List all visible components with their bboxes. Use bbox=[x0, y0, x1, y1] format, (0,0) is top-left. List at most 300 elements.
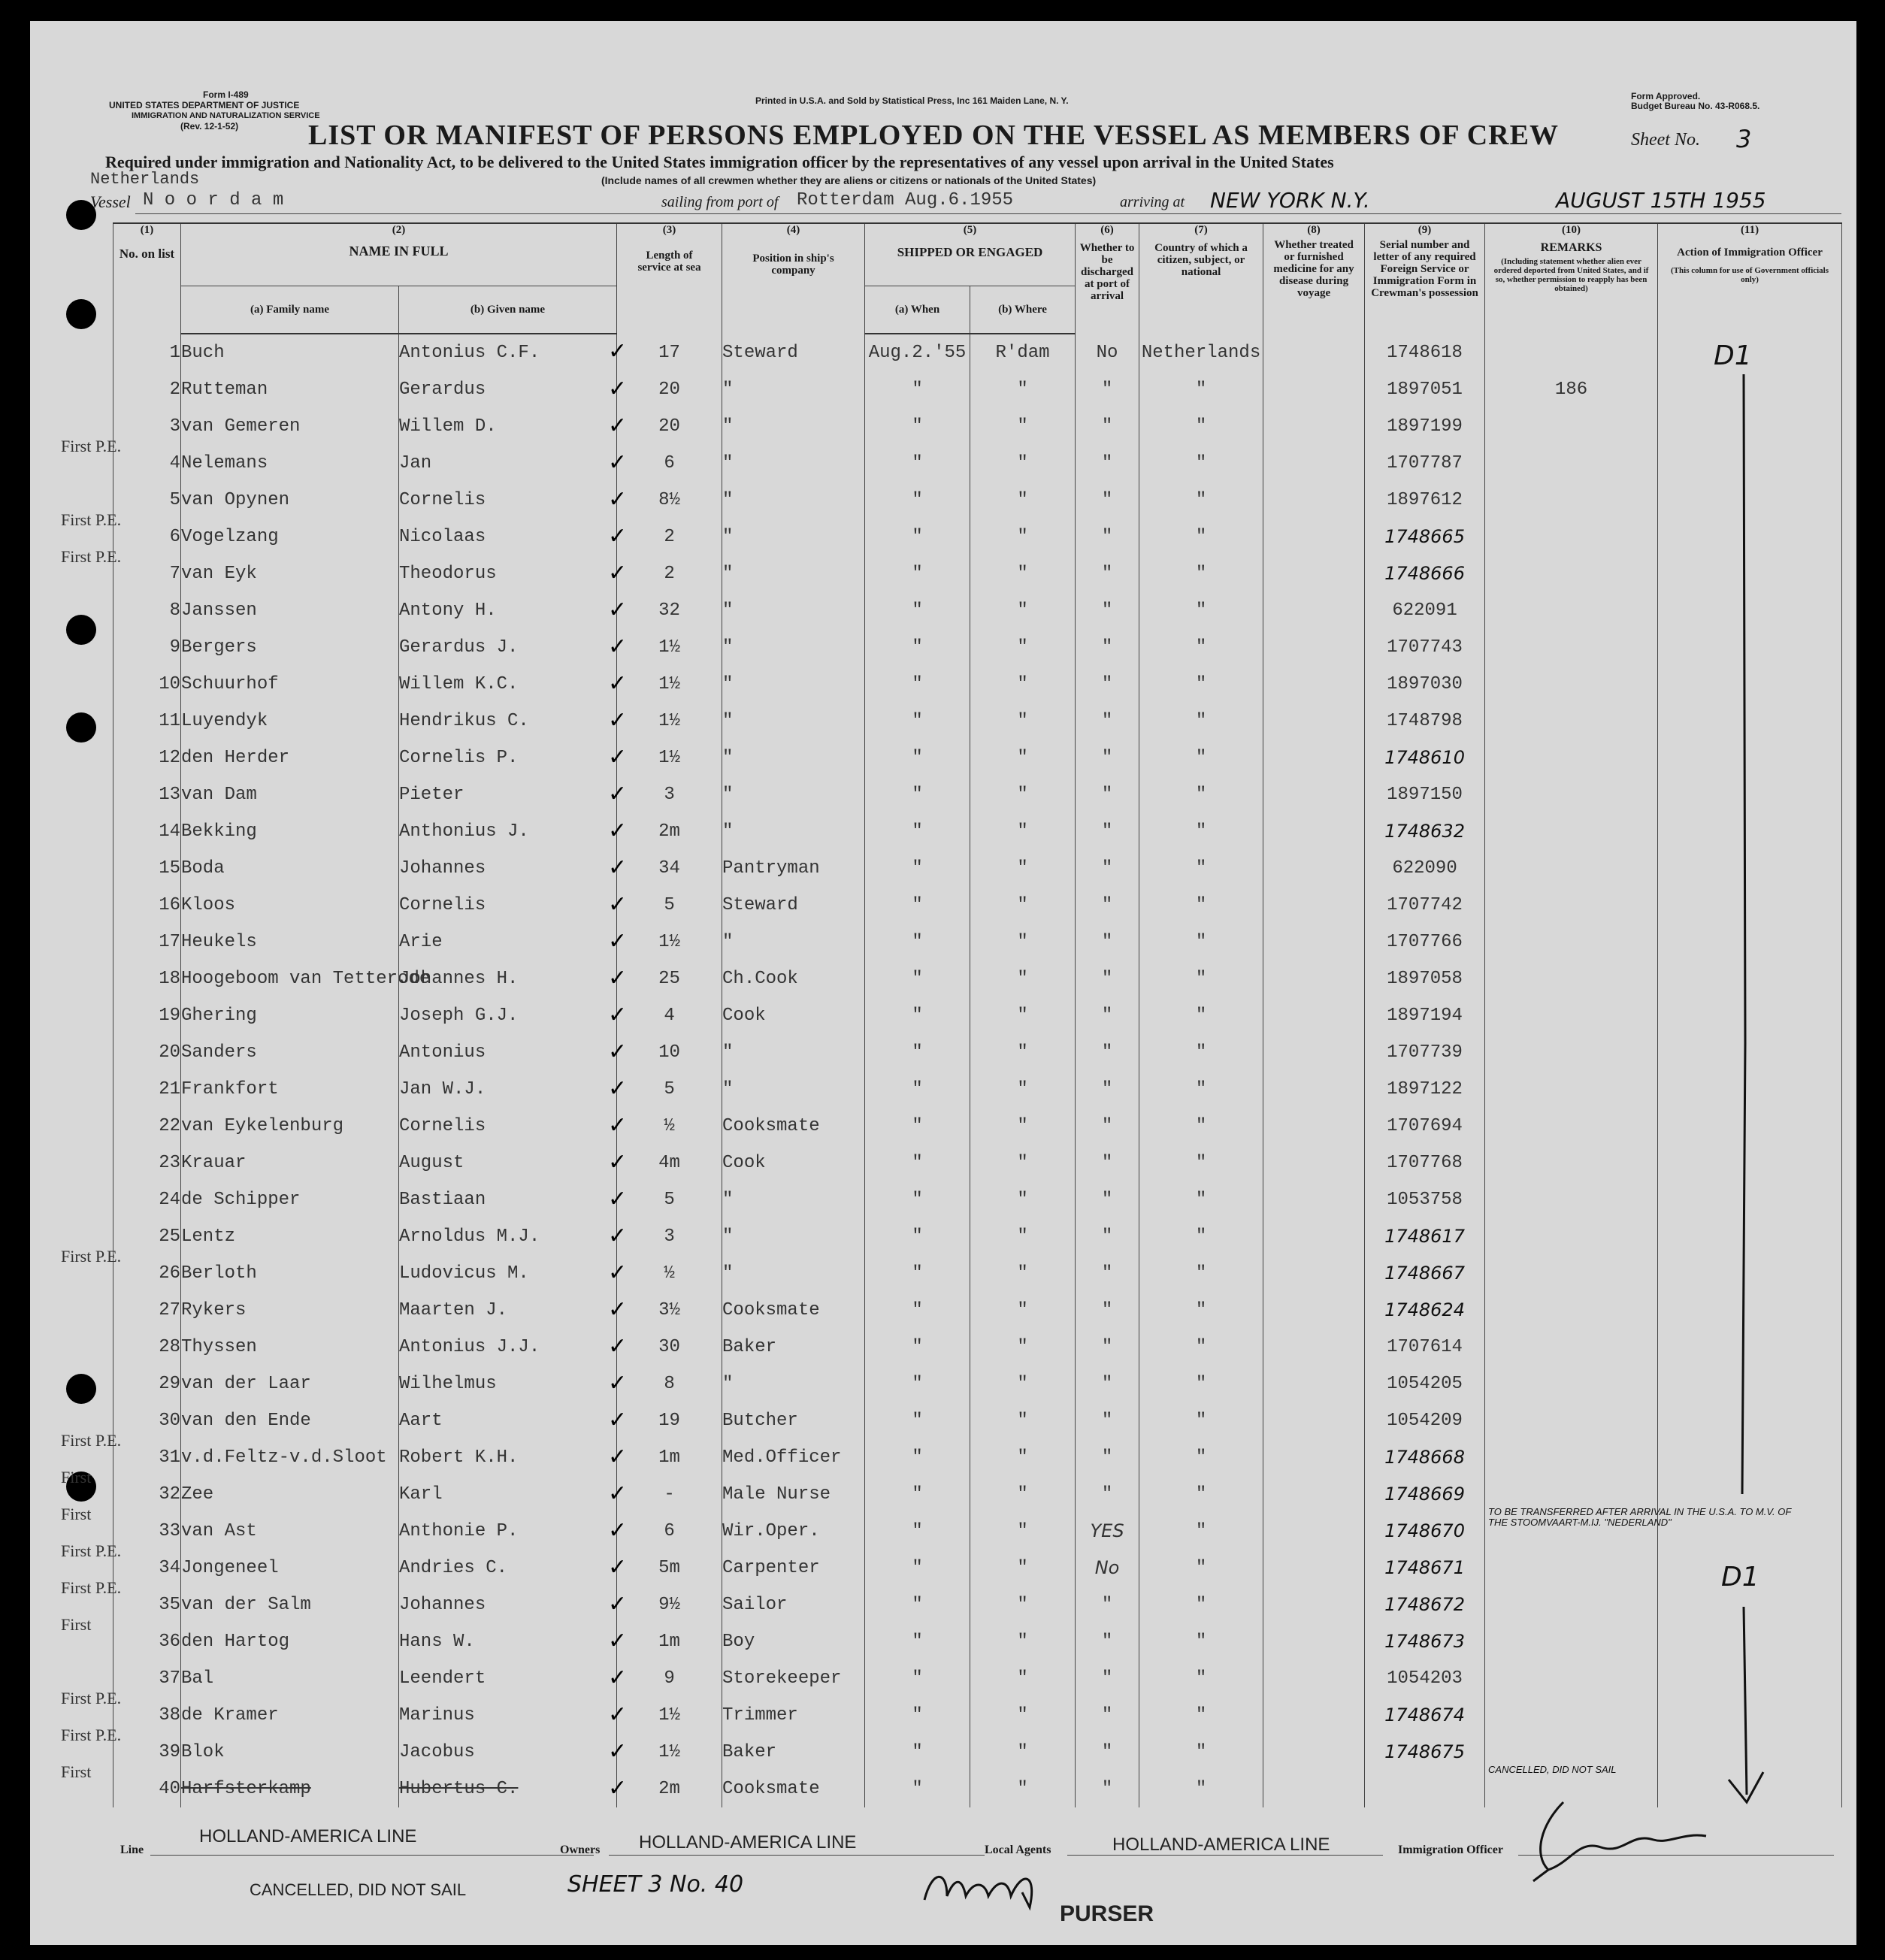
country bbox=[1139, 776, 1263, 813]
row-number bbox=[61, 1468, 181, 1513]
discharged bbox=[1076, 555, 1139, 592]
serial-number bbox=[1365, 850, 1485, 887]
shipped-where-text: " bbox=[1017, 380, 1028, 400]
crew-row bbox=[113, 1623, 1842, 1660]
country-text: " bbox=[1195, 416, 1207, 437]
shipped-where-text: " bbox=[1017, 1558, 1028, 1578]
serial-number bbox=[1365, 1697, 1485, 1734]
position bbox=[722, 1771, 865, 1807]
family-name-text: Jongeneel bbox=[181, 1558, 279, 1578]
shipped-when bbox=[865, 666, 970, 703]
shipped-when-text: " bbox=[912, 858, 923, 879]
family-name bbox=[181, 997, 399, 1034]
discharged bbox=[1076, 629, 1139, 666]
remarks bbox=[1485, 850, 1658, 887]
family-name bbox=[181, 1218, 399, 1255]
row-number bbox=[113, 482, 181, 519]
family-name bbox=[181, 519, 399, 555]
serial-number-text: 1897030 bbox=[1387, 674, 1463, 694]
shipped-when bbox=[865, 1586, 970, 1623]
position bbox=[722, 703, 865, 740]
discharged bbox=[1076, 1550, 1139, 1586]
discharged bbox=[1076, 887, 1139, 924]
given-name-text: Ludovicus M. bbox=[399, 1263, 529, 1284]
row-number bbox=[113, 1329, 181, 1366]
discharged bbox=[1076, 924, 1139, 960]
family-name bbox=[181, 1623, 399, 1660]
family-name-text: Heukels bbox=[181, 932, 257, 952]
position-text: " bbox=[722, 564, 734, 584]
family-name-text: van Dam bbox=[181, 785, 257, 805]
position-text: Steward bbox=[722, 895, 798, 915]
position-text: Trimmer bbox=[722, 1705, 798, 1726]
discharged-text: No bbox=[1094, 1556, 1120, 1578]
shipped-where bbox=[970, 1697, 1076, 1734]
given-name bbox=[399, 1476, 617, 1513]
discharged bbox=[1076, 1108, 1139, 1145]
length-of-service bbox=[608, 1697, 722, 1734]
check-mark-icon: ✓ bbox=[608, 1075, 628, 1102]
col-when-header: (a) When bbox=[865, 286, 970, 334]
arrival-date: AUGUST 15TH 1955 bbox=[1556, 188, 1766, 213]
check-mark-icon: ✓ bbox=[608, 1149, 628, 1175]
col-serial-header: (9) Serial number and letter of any required Foreign Service or Immigration Form in Crewman's possession bbox=[1365, 223, 1485, 334]
given-name bbox=[399, 519, 617, 555]
remarks bbox=[1485, 371, 1658, 408]
shipped-where bbox=[970, 1402, 1076, 1439]
discharged-text: " bbox=[1101, 1447, 1113, 1468]
shipped-when bbox=[865, 592, 970, 629]
country bbox=[1139, 408, 1263, 445]
shipped-where-text: " bbox=[1017, 1779, 1028, 1799]
given-name bbox=[399, 1550, 617, 1586]
shipped-when bbox=[865, 1402, 970, 1439]
position bbox=[722, 887, 865, 924]
row-number bbox=[113, 334, 181, 371]
serial-number-text: 1748624 bbox=[1384, 1299, 1465, 1320]
shipped-where-text: " bbox=[1017, 1374, 1028, 1394]
length-of-service-text: 2m bbox=[658, 821, 680, 842]
given-name-text: Nicolaas bbox=[399, 527, 486, 547]
position-text: Steward bbox=[722, 342, 798, 363]
first-pe-note: First bbox=[61, 1762, 92, 1781]
arriving-label: arriving at bbox=[1120, 194, 1185, 210]
medicine bbox=[1263, 482, 1365, 519]
country bbox=[1139, 1366, 1263, 1402]
remarks bbox=[1485, 1218, 1658, 1255]
given-name-text: Arnoldus M.J. bbox=[399, 1227, 540, 1247]
given-name-text: Hendrikus C. bbox=[399, 711, 529, 731]
manifest-sheet bbox=[30, 21, 1856, 1945]
length-of-service bbox=[608, 334, 722, 371]
position bbox=[722, 666, 865, 703]
shipped-where-text: " bbox=[1017, 1668, 1028, 1689]
check-mark-icon: ✓ bbox=[608, 1517, 628, 1544]
shipped-when-text: " bbox=[912, 1411, 923, 1431]
length-of-service bbox=[608, 1071, 722, 1108]
shipped-where-text: " bbox=[1017, 564, 1028, 584]
country bbox=[1139, 1071, 1263, 1108]
shipped-when bbox=[865, 555, 970, 592]
given-name-text: Gerardus bbox=[399, 380, 486, 400]
family-name bbox=[181, 666, 399, 703]
given-name bbox=[399, 1181, 617, 1218]
shipped-where bbox=[970, 1623, 1076, 1660]
length-of-service-text: 3 bbox=[664, 785, 675, 805]
position-text: " bbox=[722, 490, 734, 510]
family-name-text: van Opynen bbox=[181, 490, 290, 510]
officer-signature bbox=[1518, 1795, 1714, 1885]
family-name bbox=[181, 1660, 399, 1697]
given-name-text: Antony H. bbox=[399, 600, 497, 621]
given-name bbox=[399, 555, 617, 592]
given-name bbox=[399, 740, 617, 776]
family-name bbox=[181, 1402, 399, 1439]
serial-number-text: 622090 bbox=[1392, 858, 1457, 879]
shipped-when-text: " bbox=[912, 380, 923, 400]
row-number bbox=[113, 1660, 181, 1697]
position bbox=[722, 1329, 865, 1366]
shipped-where bbox=[970, 1108, 1076, 1145]
shipped-when bbox=[865, 960, 970, 997]
discharged-text: " bbox=[1101, 895, 1113, 915]
position bbox=[722, 1513, 865, 1550]
country bbox=[1139, 703, 1263, 740]
position bbox=[722, 408, 865, 445]
discharged-text: " bbox=[1101, 1337, 1113, 1357]
form-number: Form I-489 bbox=[203, 89, 249, 100]
medicine bbox=[1263, 776, 1365, 813]
requirement-text: Required under immigration and Nationality Act, to be delivered to the United States immigration officer by the representatives of any vessel upon arrival in the United States bbox=[105, 153, 1334, 171]
family-name-text: Rutteman bbox=[181, 380, 268, 400]
shipped-where-text: " bbox=[1017, 527, 1028, 547]
punch-hole bbox=[66, 615, 96, 645]
length-of-service-text: 6 bbox=[664, 1521, 675, 1541]
discharged-text: YES bbox=[1090, 1520, 1124, 1541]
country-text: " bbox=[1195, 1595, 1207, 1615]
col-shipped-header: (5) SHIPPED OR ENGAGED bbox=[865, 223, 1076, 286]
shipped-when-text: " bbox=[912, 1668, 923, 1689]
shipped-when-text: " bbox=[912, 1300, 923, 1320]
sheet-number-label: Sheet No. bbox=[1631, 130, 1700, 150]
given-name-text: Johannes bbox=[399, 858, 486, 879]
given-name-text: Joseph G.J. bbox=[399, 1006, 519, 1026]
row-number-text: 15 bbox=[159, 858, 180, 879]
crew-row bbox=[113, 555, 1842, 592]
serial-number-text: 1897058 bbox=[1387, 969, 1463, 989]
country bbox=[1139, 1145, 1263, 1181]
shipped-when bbox=[865, 1181, 970, 1218]
row-number bbox=[61, 1615, 181, 1660]
first-pe-note: First bbox=[61, 1468, 92, 1487]
shipped-where bbox=[970, 1439, 1076, 1476]
row-number bbox=[113, 1181, 181, 1218]
discharged-text: " bbox=[1101, 1668, 1113, 1689]
check-mark-icon: ✓ bbox=[608, 486, 628, 513]
position-text: Med.Officer bbox=[722, 1447, 842, 1468]
discharged-text: " bbox=[1101, 821, 1113, 842]
remarks bbox=[1485, 1623, 1658, 1660]
shipped-when-text: " bbox=[912, 1558, 923, 1578]
row-number bbox=[113, 408, 181, 445]
check-mark-icon: ✓ bbox=[608, 744, 628, 770]
shipped-where bbox=[970, 1255, 1076, 1292]
shipped-when-text: Aug.2.'55 bbox=[868, 343, 967, 363]
medicine bbox=[1263, 1108, 1365, 1145]
family-name bbox=[181, 1366, 399, 1402]
sailing-label: sailing from port of bbox=[661, 194, 779, 210]
discharged-text: " bbox=[1101, 1263, 1113, 1284]
country bbox=[1139, 960, 1263, 997]
check-mark-icon: ✓ bbox=[608, 1775, 628, 1801]
position bbox=[722, 1697, 865, 1734]
given-name bbox=[399, 1697, 617, 1734]
discharged bbox=[1076, 519, 1139, 555]
length-of-service bbox=[608, 1255, 722, 1292]
discharged bbox=[1076, 1292, 1139, 1329]
check-mark-icon: ✓ bbox=[608, 1039, 628, 1065]
shipped-when-text: " bbox=[912, 1153, 923, 1173]
position-text: " bbox=[722, 453, 734, 473]
serial-number bbox=[1365, 1734, 1485, 1771]
vessel-underline bbox=[135, 213, 1841, 214]
row-number-text: 16 bbox=[159, 895, 180, 915]
position bbox=[722, 1181, 865, 1218]
given-name-text: Johannes bbox=[399, 1595, 486, 1615]
crew-row bbox=[113, 1366, 1842, 1402]
length-of-service bbox=[608, 629, 722, 666]
position-text: Cook bbox=[722, 1006, 766, 1026]
medicine bbox=[1263, 1697, 1365, 1734]
discharged-text: " bbox=[1101, 1079, 1113, 1099]
serial-number bbox=[1365, 703, 1485, 740]
family-name-text: Schuurhof bbox=[181, 674, 279, 694]
position-text: Wir.Oper. bbox=[722, 1521, 820, 1541]
country bbox=[1139, 1439, 1263, 1476]
given-name-text: Cornelis bbox=[399, 895, 486, 915]
remarks bbox=[1485, 1660, 1658, 1697]
shipped-when-text: " bbox=[912, 1006, 923, 1026]
family-name-text: Sanders bbox=[181, 1042, 257, 1063]
position bbox=[722, 1734, 865, 1771]
country bbox=[1139, 850, 1263, 887]
length-of-service-text: 17 bbox=[658, 342, 680, 363]
col-family-name-header: (a) Family name bbox=[181, 286, 399, 334]
discharged-text: " bbox=[1101, 1484, 1113, 1505]
row-number bbox=[113, 1402, 181, 1439]
check-mark-icon: ✓ bbox=[608, 338, 628, 364]
family-name-text: Krauar bbox=[181, 1153, 247, 1173]
given-name bbox=[399, 1771, 617, 1807]
shipped-when bbox=[865, 1697, 970, 1734]
discharged-text: " bbox=[1101, 380, 1113, 400]
position-text: " bbox=[722, 1263, 734, 1284]
given-name-text: Johannes H. bbox=[399, 969, 519, 989]
serial-number bbox=[1365, 740, 1485, 776]
check-mark-icon: ✓ bbox=[608, 560, 628, 586]
serial-number-text: 1748669 bbox=[1384, 1483, 1465, 1505]
position-text: " bbox=[722, 711, 734, 731]
remarks bbox=[1485, 740, 1658, 776]
row-number-text: 24 bbox=[159, 1190, 180, 1210]
given-name-text: Cornelis bbox=[399, 490, 486, 510]
country-text: " bbox=[1195, 1042, 1207, 1063]
row-number-text: 22 bbox=[159, 1116, 180, 1136]
length-of-service bbox=[608, 1771, 722, 1807]
shipped-when-text: " bbox=[912, 785, 923, 805]
remarks-text: 186 bbox=[1554, 380, 1588, 400]
check-mark-icon: ✓ bbox=[608, 1333, 628, 1360]
position bbox=[722, 1660, 865, 1697]
check-mark-icon: ✓ bbox=[608, 597, 628, 623]
check-mark-icon: ✓ bbox=[608, 1665, 628, 1691]
check-mark-icon: ✓ bbox=[608, 928, 628, 954]
crew-row bbox=[113, 1181, 1842, 1218]
col-officer-header: (11) Action of Immigration Officer (This column for use of Government officials only) bbox=[1658, 223, 1842, 334]
shipped-where bbox=[970, 1513, 1076, 1550]
crew-row bbox=[113, 1255, 1842, 1292]
medicine bbox=[1263, 1476, 1365, 1513]
country-text: " bbox=[1195, 1742, 1207, 1762]
shipped-when bbox=[865, 1439, 970, 1476]
serial-number-text: 1707614 bbox=[1387, 1337, 1463, 1357]
crew-rows bbox=[61, 334, 1842, 1807]
discharged bbox=[1076, 1771, 1139, 1807]
family-name bbox=[181, 850, 399, 887]
discharged-text: " bbox=[1101, 1190, 1113, 1210]
family-name-text: Ghering bbox=[181, 1006, 257, 1026]
family-name bbox=[181, 703, 399, 740]
country bbox=[1139, 1550, 1263, 1586]
row-number-text: 6 bbox=[169, 527, 180, 547]
row-number-text: 31 bbox=[159, 1447, 180, 1468]
officer-mark-d1-mid: D1 bbox=[1721, 1562, 1759, 1592]
serial-number-text: 1707739 bbox=[1387, 1042, 1463, 1063]
medicine bbox=[1263, 371, 1365, 408]
crew-row bbox=[113, 1108, 1842, 1145]
given-name bbox=[399, 997, 617, 1034]
country-text: " bbox=[1195, 1779, 1207, 1799]
crew-row bbox=[113, 1550, 1842, 1586]
discharged bbox=[1076, 1329, 1139, 1366]
length-of-service-text: 19 bbox=[658, 1411, 680, 1431]
length-of-service bbox=[608, 1439, 722, 1476]
serial-number-text: 1748675 bbox=[1384, 1741, 1465, 1762]
row-number-text: 38 bbox=[159, 1705, 180, 1726]
position bbox=[722, 1402, 865, 1439]
discharged bbox=[1076, 1071, 1139, 1108]
length-of-service bbox=[608, 445, 722, 482]
length-of-service-text: 2 bbox=[664, 564, 675, 584]
shipped-where bbox=[970, 371, 1076, 408]
shipped-where-text: " bbox=[1017, 969, 1028, 989]
family-name bbox=[181, 1697, 399, 1734]
length-of-service bbox=[608, 1292, 722, 1329]
check-mark-icon: ✓ bbox=[608, 1296, 628, 1323]
service: IMMIGRATION AND NATURALIZATION SERVICE bbox=[132, 111, 320, 120]
country-text: " bbox=[1195, 1558, 1207, 1578]
serial-number bbox=[1365, 1586, 1485, 1623]
given-name-text: Theodorus bbox=[399, 564, 497, 584]
check-mark-icon: ✓ bbox=[608, 1002, 628, 1028]
given-name bbox=[399, 629, 617, 666]
family-name bbox=[181, 1513, 399, 1550]
serial-number bbox=[1365, 1366, 1485, 1402]
position bbox=[722, 924, 865, 960]
country-text: " bbox=[1195, 490, 1207, 510]
medicine bbox=[1263, 1550, 1365, 1586]
shipped-when-text: " bbox=[912, 416, 923, 437]
country-text: " bbox=[1195, 600, 1207, 621]
row-number bbox=[113, 1292, 181, 1329]
check-mark-icon: ✓ bbox=[608, 449, 628, 476]
discharged-text: " bbox=[1101, 490, 1113, 510]
shipped-where bbox=[970, 924, 1076, 960]
serial-number bbox=[1365, 519, 1485, 555]
row-number bbox=[113, 740, 181, 776]
medicine bbox=[1263, 445, 1365, 482]
length-of-service bbox=[608, 703, 722, 740]
length-of-service bbox=[608, 1145, 722, 1181]
country-text: " bbox=[1195, 1227, 1207, 1247]
given-name bbox=[399, 924, 617, 960]
crew-row bbox=[113, 1292, 1842, 1329]
given-name bbox=[399, 1255, 617, 1292]
row-number-text: 32 bbox=[159, 1484, 180, 1505]
shipped-when bbox=[865, 1292, 970, 1329]
remarks bbox=[1485, 592, 1658, 629]
shipped-where-text: " bbox=[1017, 453, 1028, 473]
country-text: " bbox=[1195, 564, 1207, 584]
crew-row bbox=[113, 1329, 1842, 1366]
length-of-service-text: 2 bbox=[664, 527, 675, 547]
position-text: " bbox=[722, 785, 734, 805]
remarks bbox=[1485, 519, 1658, 555]
first-pe-note: First P.E. bbox=[61, 547, 122, 566]
position-text: " bbox=[722, 527, 734, 547]
crew-row bbox=[113, 1586, 1842, 1623]
length-of-service bbox=[608, 1034, 722, 1071]
given-name bbox=[399, 1329, 617, 1366]
given-name bbox=[399, 1145, 617, 1181]
shipped-when bbox=[865, 482, 970, 519]
serial-number-text: 1054205 bbox=[1387, 1374, 1463, 1394]
check-mark-icon: ✓ bbox=[608, 1223, 628, 1249]
line-label: Line bbox=[120, 1844, 144, 1856]
crew-row bbox=[113, 740, 1842, 776]
row-number-text: 2 bbox=[169, 380, 180, 400]
shipped-when-text: " bbox=[912, 1190, 923, 1210]
family-name bbox=[181, 924, 399, 960]
row-number-text: 39 bbox=[159, 1742, 180, 1762]
crew-row bbox=[113, 482, 1842, 519]
country bbox=[1139, 887, 1263, 924]
shipped-when bbox=[865, 997, 970, 1034]
length-of-service bbox=[608, 1734, 722, 1771]
serial-number-text: 1748665 bbox=[1384, 525, 1465, 547]
row-number bbox=[113, 1145, 181, 1181]
length-of-service-text: ½ bbox=[664, 1116, 675, 1136]
discharged-text: " bbox=[1101, 1006, 1113, 1026]
country bbox=[1139, 592, 1263, 629]
given-name-text: Bastiaan bbox=[399, 1190, 486, 1210]
shipped-where bbox=[970, 703, 1076, 740]
remarks bbox=[1485, 1071, 1658, 1108]
family-name-text: van Eykelenburg bbox=[181, 1116, 344, 1136]
length-of-service-text: 9 bbox=[664, 1668, 675, 1689]
shipped-when bbox=[865, 1034, 970, 1071]
position bbox=[722, 629, 865, 666]
